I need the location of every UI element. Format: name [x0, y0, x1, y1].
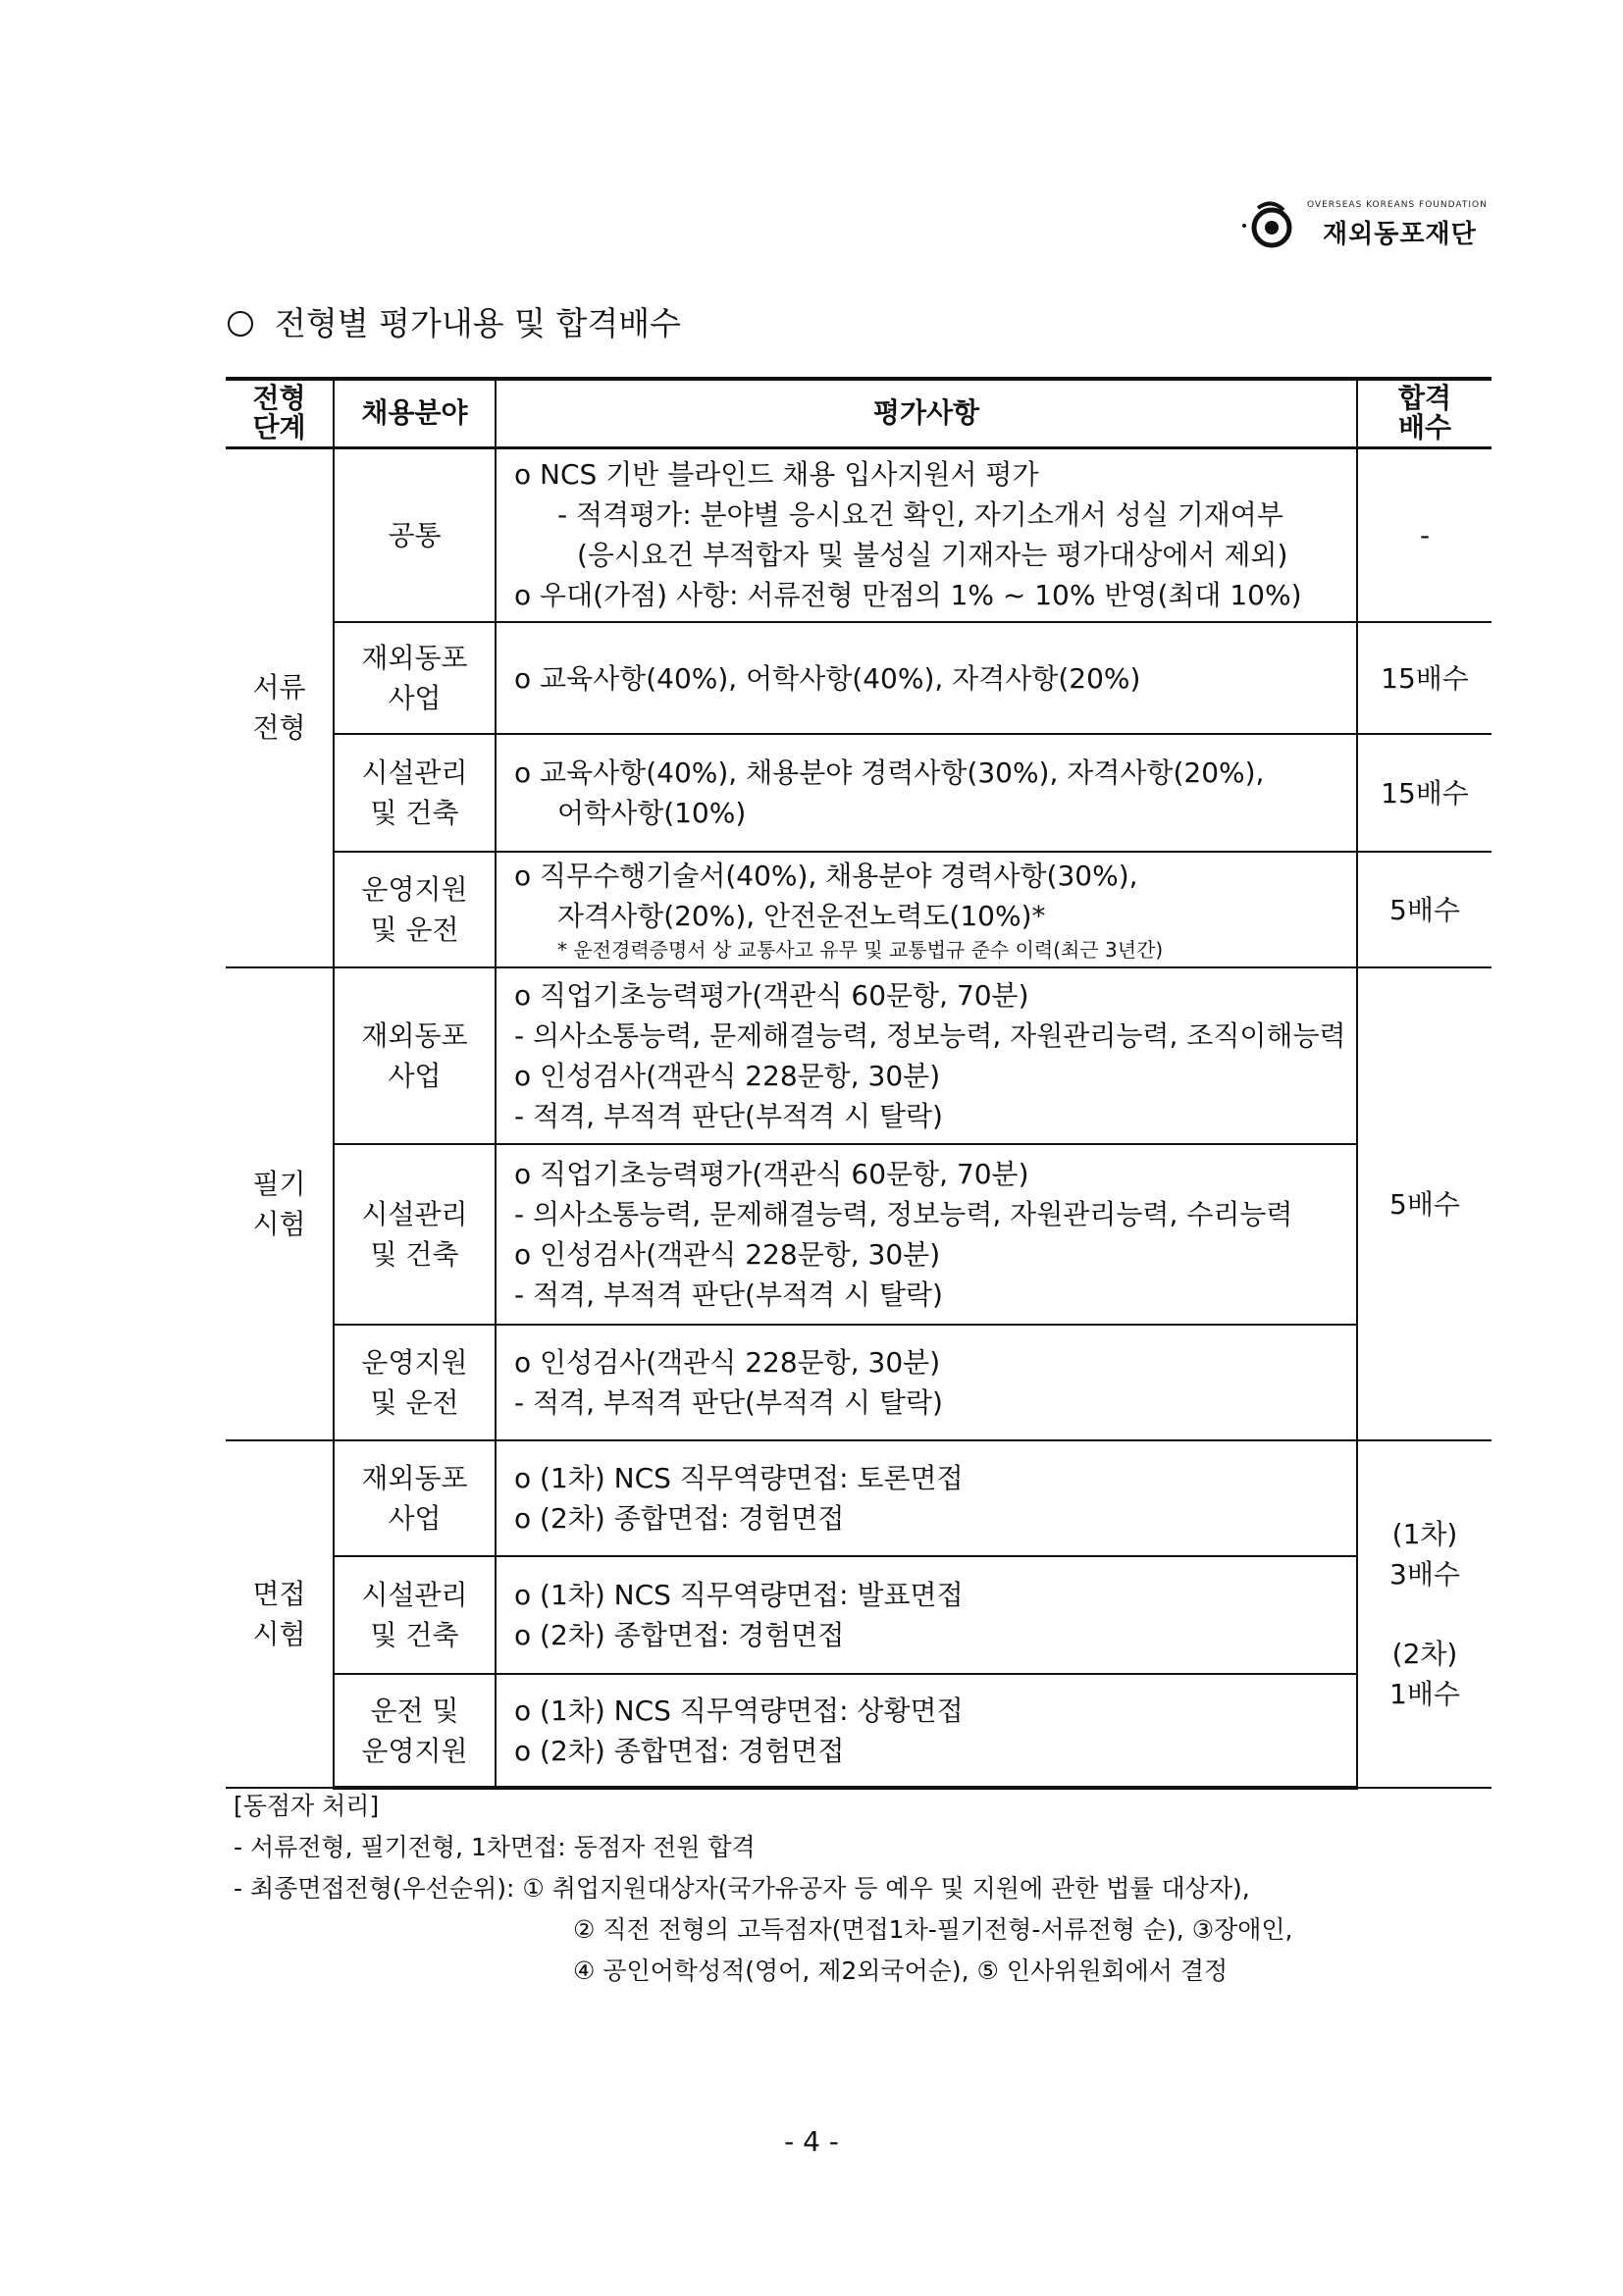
table-row	[226, 852, 1492, 967]
tie-break-notes	[234, 1786, 1293, 1992]
multiple-cell-interview: (1차) 3배수 (2차) 1배수	[1357, 1440, 1492, 1788]
multiple-cell: 15배수	[1357, 734, 1492, 852]
table-row	[226, 1440, 1492, 1556]
multiple-cell-written: 5배수	[1357, 967, 1492, 1440]
notes-line: ④ 공인어학성적(영어, 제2외국어순), ⑤ 인사위원회에서 결정	[573, 1957, 1229, 1985]
field-cell: 운영지원 및 운전	[334, 852, 496, 967]
field-cell: 공통	[334, 447, 496, 622]
foundation-logo	[1238, 192, 1493, 261]
multiple-cell: 5배수	[1357, 852, 1492, 967]
logo-english-name: OVERSEAS KOREANS FOUNDATION	[1307, 200, 1488, 210]
content-cell: o (1차) NCS 직무역량면접: 토론면접 o (2차) 종합면접: 경험면접	[496, 1440, 1357, 1556]
field-cell: 시설관리 및 건축	[334, 1556, 496, 1674]
header-multiple: 합격 배수	[1357, 379, 1492, 447]
evaluation-table	[226, 377, 1492, 1790]
header-field: 채용분야	[334, 379, 496, 447]
notes-line: - 최종면접전형(우선순위): ① 취업지원대상자(국가유공자 등 예우 및 지원에 관한 법률 대상자),	[234, 1874, 1250, 1903]
content-cell: o (1차) NCS 직무역량면접: 상황면접 o (2차) 종합면접: 경험면접	[496, 1674, 1357, 1788]
table-row	[226, 734, 1492, 852]
header-content: 평가사항	[496, 379, 1357, 447]
table-row	[226, 447, 1492, 622]
table-row	[226, 1325, 1492, 1440]
stage-written: 필기 시험	[226, 967, 334, 1440]
table-row	[226, 967, 1492, 1144]
multiple-cell: 15배수	[1357, 622, 1492, 734]
table-row	[226, 622, 1492, 734]
header-stage: 전형 단계	[226, 379, 334, 447]
field-cell: 시설관리 및 건축	[334, 734, 496, 852]
table-row	[226, 1674, 1492, 1788]
stage-interview: 면접 시험	[226, 1440, 334, 1788]
field-cell: 운전 및 운영지원	[334, 1674, 496, 1788]
page-number: - 4 -	[784, 2125, 839, 2158]
foundation-emblem-icon	[1238, 200, 1301, 253]
field-cell: 재외동포 사업	[334, 1440, 496, 1556]
field-cell: 재외동포 사업	[334, 622, 496, 734]
content-cell: o 직업기초능력평가(객관식 60문항, 70분) - 의사소통능력, 문제해결능력, 정보능력, 자원관리능력, 조직이해능력 o 인성검사(객관식 228문항, 30분) - 적격, 부적격 판단(부적격 시 탈락)	[496, 967, 1357, 1144]
content-cell: o NCS 기반 블라인드 채용 입사지원서 평가 - 적격평가: 분야별 응시요건 확인, 자기소개서 성실 기재여부 (응시요건 부적합자 및 불성실 기재자는 평가대상에서 제외) o 우대(가점) 사항: 서류전형 만점의 1% ~ 10% 반영(최대 10%)	[496, 447, 1357, 622]
table-row	[226, 1556, 1492, 1674]
table-row	[226, 1144, 1492, 1325]
footnote: * 운전경력증명서 상 교통사고 유무 및 교통법규 준수 이력(최근 3년간)	[557, 938, 1164, 962]
multiple-cell: -	[1357, 447, 1492, 622]
field-cell: 재외동포 사업	[334, 967, 496, 1144]
content-cell: o (1차) NCS 직무역량면접: 발표면접 o (2차) 종합면접: 경험면접	[496, 1556, 1357, 1674]
notes-line: ② 직전 전형의 고득점자(면접1차-필기전형-서류전형 순), ③장애인,	[573, 1915, 1293, 1944]
field-cell: 시설관리 및 건축	[334, 1144, 496, 1325]
hollow-circle-bullet-icon	[228, 311, 253, 337]
content-cell: o 인성검사(객관식 228문항, 30분) - 적격, 부적격 판단(부적격 시 탈락)	[496, 1325, 1357, 1440]
content-cell: o 교육사항(40%), 어학사항(40%), 자격사항(20%)	[496, 622, 1357, 734]
table-header-row	[226, 379, 1492, 447]
section-heading	[228, 298, 681, 344]
logo-korean-name: 재외동포재단	[1323, 220, 1477, 249]
notes-title: [동점자 처리]	[234, 1792, 380, 1820]
section-heading-text: 전형별 평가내용 및 합격배수	[275, 304, 682, 342]
content-cell: o 직업기초능력평가(객관식 60문항, 70분) - 의사소통능력, 문제해결능력, 정보능력, 자원관리능력, 수리능력 o 인성검사(객관식 228문항, 30분) - 적격, 부적격 판단(부적격 시 탈락)	[496, 1144, 1357, 1325]
content-cell: o 교육사항(40%), 채용분야 경력사항(30%), 자격사항(20%), 어학사항(10%)	[496, 734, 1357, 852]
field-cell: 운영지원 및 운전	[334, 1325, 496, 1440]
content-cell: o 직무수행기술서(40%), 채용분야 경력사항(30%), 자격사항(20%), 안전운전노력도(10%)* * 운전경력증명서 상 교통사고 유무 및 교통법규 준수 이력(최근 3년간)	[496, 852, 1357, 967]
stage-document: 서류 전형	[226, 447, 334, 967]
notes-line: - 서류전형, 필기전형, 1차면접: 동점자 전원 합격	[234, 1833, 756, 1861]
